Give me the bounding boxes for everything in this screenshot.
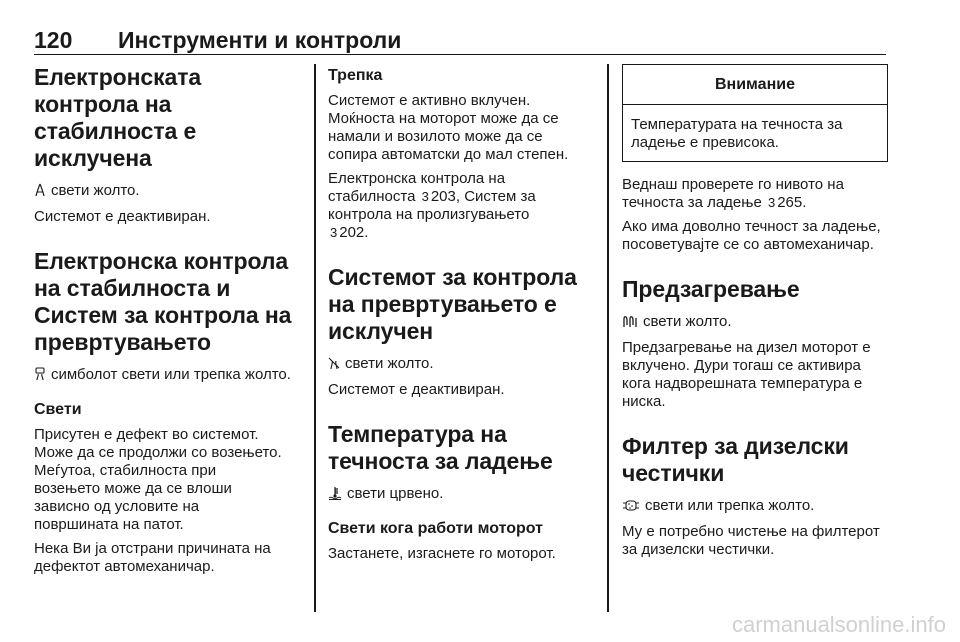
esc-tc-icon-line: симболот свети или трепка жолто. xyxy=(34,366,304,386)
check-coolant-text-2: Ако има доволно течност за ладење, посоветувајте се со автомеханичар. xyxy=(622,218,881,253)
tc-off-text: Системот е деактивиран. xyxy=(328,381,505,398)
flash-ref-text: Електронска контрола на стабилноста 3 203, Систем за контрола на пролизгувањето 3 202. xyxy=(328,170,536,241)
dpf-text: Му е потребно чистење на филтерот за дизелски честички. xyxy=(622,523,880,558)
coolant-temperature-icon xyxy=(328,486,342,505)
preheat-text: Предзагревање на дизел моторот е вклучено. Дури тогаш се активира кога надворешната температура е ниска. xyxy=(622,339,871,410)
page-reference-icon: 3 xyxy=(767,195,776,210)
engine-running-text: Застанете, изгаснете го моторот. xyxy=(328,545,556,562)
dpf-icon-line: свети или трепка жолто. xyxy=(622,497,890,517)
warning-text: Температурата на течноста за ладење е превисока. xyxy=(631,116,843,151)
esc-off-icon-line: свети жолто. xyxy=(34,182,304,202)
tc-off-icon xyxy=(328,356,340,375)
esc-off-text: Системот е деактивиран. xyxy=(34,208,211,225)
column-3 xyxy=(622,64,890,565)
tc-off-title: Системот за контрола на превртувањето е исклучен xyxy=(328,264,577,344)
esc-off-icon xyxy=(34,183,46,202)
dpf-title: Филтер за дизелски честички xyxy=(622,433,849,486)
preheat-title: Предзагревање xyxy=(622,276,800,302)
tc-off-icon-line: свети жолто. xyxy=(328,355,598,375)
esc-tc-title: Електронска контрола на стабилноста и Систем за контрола на превртувањето xyxy=(34,248,292,355)
warning-title: Внимание xyxy=(623,65,887,105)
warning-box xyxy=(622,64,888,162)
column-2 xyxy=(328,64,598,569)
column-divider xyxy=(314,64,316,612)
lit-heading: Свети xyxy=(34,401,82,418)
watermark: carmanualsonline.info xyxy=(731,612,946,637)
flash-heading: Трепка xyxy=(328,67,383,84)
page-number: 120 xyxy=(34,27,73,53)
flash-text: Системот е активно вклучен. Моќноста на моторот може да се намали и возилото може да се сопира автоматски до мал степен. xyxy=(328,92,569,163)
preheat-coil-icon xyxy=(622,315,638,333)
esc-off-title: Електронската контрола на стабилноста е исклучена xyxy=(34,64,202,171)
column-1 xyxy=(34,64,304,582)
coolant-icon-line: свети црвено. xyxy=(328,485,598,505)
engine-running-heading: Свети кога работи моторот xyxy=(328,520,543,537)
page-reference-icon: 3 xyxy=(421,189,429,204)
coolant-title: Температура на течноста за ладење xyxy=(328,421,553,474)
check-coolant-text: Веднаш проверете го нивото на течноста за ладење 3 265. xyxy=(622,176,844,211)
page-reference-icon: 3 xyxy=(330,225,338,240)
diesel-particle-filter-icon xyxy=(622,499,640,517)
lit-text-2: Нека Ви ја отстрани причината на дефектот автомеханичар. xyxy=(34,540,271,575)
header-title: Инструменти и контроли xyxy=(118,27,402,53)
column-divider xyxy=(607,64,609,612)
page-header xyxy=(34,26,886,55)
esc-icon xyxy=(34,367,46,386)
lit-text: Присутен е дефект во системот. Може да се продолжи со возењето. Меѓутоа, стабилноста при возењето може да се влоши зависно од условите на површината на патот. xyxy=(34,426,282,533)
preheat-icon-line: свети жолто. xyxy=(622,313,890,333)
